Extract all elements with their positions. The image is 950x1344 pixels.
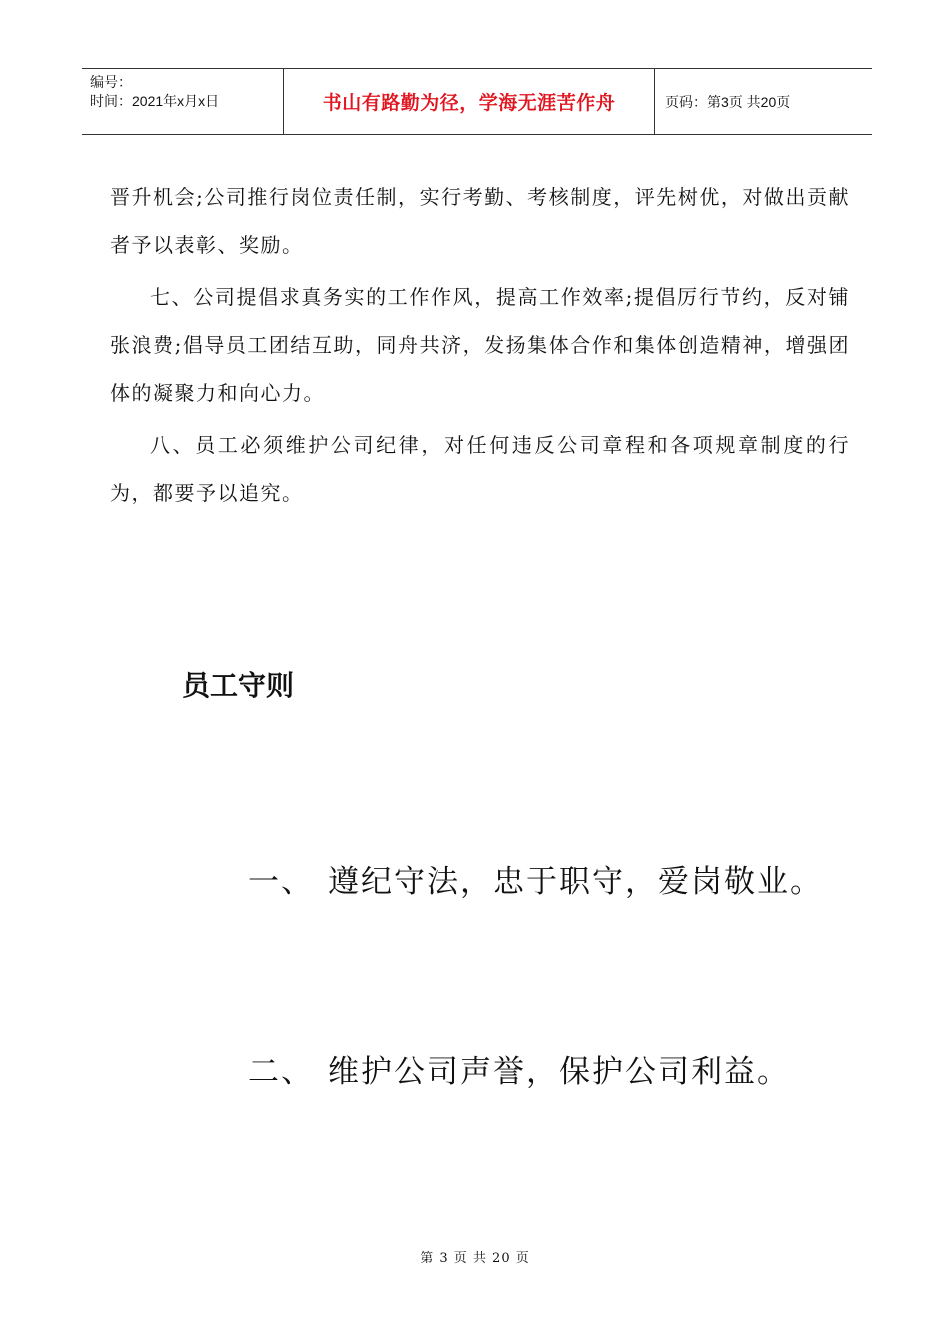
header-page-info: 页码：第3页 共20页 — [665, 93, 791, 110]
page-header — [82, 68, 872, 135]
rule-item-text: 维护公司声誉，保护公司利益。 — [328, 1054, 790, 1090]
page-footer: 第 3 页 共 20 页 — [420, 1251, 530, 1266]
section-title: 员工守则 — [182, 669, 295, 702]
body-paragraph-1: 晋升机会;公司推行岗位责任制，实行考勤、考核制度，评先树优，对做出贡献者予以表彰、奖励。 — [110, 185, 850, 257]
header-time-label: 时间：2021年x月x日 — [90, 93, 220, 109]
header-number-label: 编号： — [90, 74, 132, 90]
rule-item-2 — [248, 1046, 790, 1091]
body-paragraph-8: 八、员工必须维护公司纪律，对任何违反公司章程和各项规章制度的行为，都要予以追究。 — [110, 433, 850, 505]
rule-item-number: 一、 — [248, 864, 314, 900]
header-motto: 书山有路勤为径，学海无涯苦作舟 — [284, 69, 655, 134]
rule-item-number: 二、 — [248, 1054, 314, 1090]
rule-item-text: 遵纪守法，忠于职守，爱岗敬业。 — [328, 864, 823, 900]
body-paragraph-7: 七、公司提倡求真务实的工作作风，提高工作效率;提倡厉行节约，反对铺张浪费;倡导员工团结互助，同舟共济，发扬集体合作和集体创造精神，增强团体的凝聚力和向心力。 — [110, 285, 850, 405]
header-meta — [82, 69, 284, 134]
rule-item-1 — [248, 856, 823, 901]
